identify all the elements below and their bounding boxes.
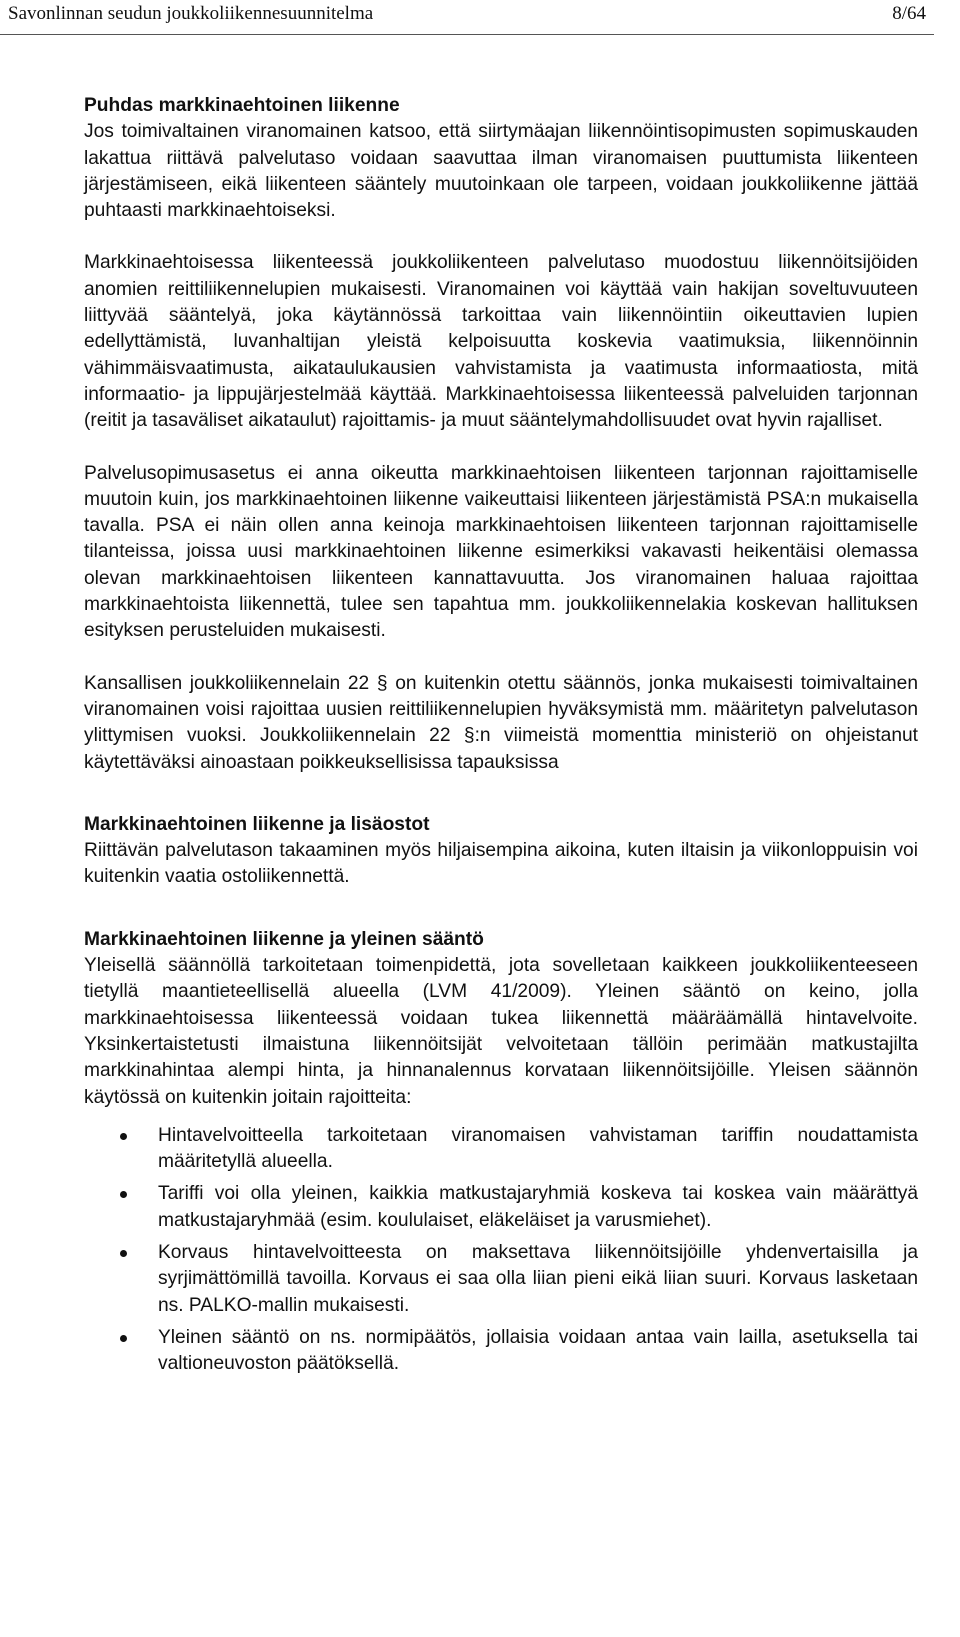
list-item	[84, 1123, 918, 1176]
bullet-icon	[120, 1191, 127, 1198]
section-puhdas-markkinaehtoinen	[84, 93, 918, 776]
section-heading: Puhdas markkinaehtoinen liikenne	[84, 95, 400, 116]
section-heading: Markkinaehtoinen liikenne ja lisäostot	[84, 813, 430, 835]
paragraph: Kansallisen joukkoliikennelain 22 § on kuitenkin otettu säännös, jonka mukaisesti toimivaltainen viranomainen voisi rajoittaa uusien reittiliikennelupien hyväksymistä mm. määritetyn palvelutason ylittymisen vuoksi. Joukkoliikennelain 22 §:n viimeistä momenttia ministeriö on ohjeistanut käytettäväksi ainoastaan poikkeuksellisissa tapauksissa	[84, 672, 918, 773]
paragraph: Yleisellä säännöllä tarkoitetaan toimenpidettä, jota sovelletaan kaikkeen joukkoliikenteeseen tietyllä maantieteellisellä alueella (LVM 41/2009). Yleinen sääntö on keino, jolla markkinaehtoisessa liikenteessä voidaan tukea liikennettä määräämällä hintavelvoite. Yksinkertaistetusti ilmaistuna liikennöitsijät velvoitetaan tällöin perimään matkustajilta markkinahintaa alempi hinta, ja hinnanalennus korvataan liikennöitsijöille. Yleisen säännön käytössä on kuitenkin joitain rajoitteita:	[84, 955, 918, 1108]
bullet-icon	[120, 1335, 127, 1342]
section-heading: Markkinaehtoinen liikenne ja yleinen sääntö	[84, 928, 484, 950]
page-number: 8/64	[892, 3, 926, 24]
section-yleinen-saanto	[84, 927, 918, 1378]
section-lisaostot	[84, 812, 918, 891]
paragraph: Markkinaehtoisessa liikenteessä joukkoliikenteen palvelutaso muodostuu liikennöitsijöiden anomien reittiliikennelupien mukaisesti. Viranomainen voi käyttää vain hakijan soveltuvuuteen liittyvää sääntelyä, joka käytännössä tarkoittaa vain liikennöintiin oikeuttavien lupien edellyttämistä, luvanhaltijan yleistä kelpoisuutta koskevia vaatimuksia, liikennöinnin vähimmäisvaatimusta, aikataulukausien vahvistamista ja vaatimusta informaatiosta, mitä informaatio- ja lippujärjestelmää käyttää. Markkinaehtoisessa liikenteessä palveluiden tarjonnan (reitit ja tasaväliset aikataulut) rajoittamis- ja muut sääntelymahdollisuudet ovat hyvin rajalliset.	[84, 252, 918, 432]
paragraph: Palvelusopimusasetus ei anna oikeutta markkinaehtoisen liikenteen tarjonnan rajoittamiselle muutoin kuin, jos markkinaehtoinen liikenne vaikeuttaisi liikenteen järjestämistä PSA:n mukaisella tavalla. PSA ei näin ollen anna keinoja markkinaehtoisen liikenteen tarjonnan rajoittamiselle tilanteissa, joissa uusi markkinaehtoinen liikenne esimerkiksi vakavasti heikentäisi olemassa olevan markkinaehtoisen liikenteen kannattavuutta. Jos viranomainen haluaa rajoittaa markkinaehtoista liikennettä, tulee sen tapahtua mm. joukkoliikennelakia koskevan hallituksen esityksen perusteluiden mukaisesti.	[84, 462, 918, 642]
list-item-text: Yleinen sääntö on ns. normipäätös, jollaisia voidaan antaa vain lailla, asetuksella tai valtioneuvoston päätöksellä.	[158, 1326, 918, 1375]
bullet-icon	[120, 1133, 127, 1140]
page-header	[0, 0, 934, 35]
list-item-text: Tariffi voi olla yleinen, kaikkia matkustajaryhmiä koskeva tai koskea vain määrättyä matkustajaryhmää (esim. koululaiset, eläkeläiset ja varusmiehet).	[158, 1183, 918, 1231]
list-item	[84, 1181, 918, 1234]
list-item-text: Korvaus hintavelvoitteesta on maksettava liikennöitsijöille yhdenvertaisilla ja syrjimättömillä tavoilla. Korvaus ei saa olla liian pieni eikä liian suuri. Korvaus lasketaan ns. PALKO-mallin mukaisesti.	[158, 1241, 918, 1316]
list-item	[84, 1325, 918, 1378]
paragraph: Riittävän palvelutason takaaminen myös hiljaisempina aikoina, kuten iltaisin ja viikonloppuisin voi kuitenkin vaatia ostoliikennettä.	[84, 840, 918, 888]
document-body	[84, 93, 918, 1383]
bullet-icon	[120, 1250, 127, 1257]
bullet-list	[84, 1123, 918, 1378]
paragraph: Jos toimivaltainen viranomainen katsoo, että siirtymäajan liikennöintisopimusten sopimuskauden lakattua riittävä palvelutaso voidaan saavuttaa ilman viranomaisen puuttumista liikenteen järjestämiseen, eikä liikenteen sääntely muutoinkaan ole tarpeen, voidaan joukkoliikenne jättää puhtaasti markkinaehtoiseksi.	[84, 121, 918, 222]
document-title: Savonlinnan seudun joukkoliikennesuunnitelma	[8, 3, 374, 24]
list-item-text: Hintavelvoitteella tarkoitetaan viranomaisen vahvistaman tariffin noudattamista määritetyllä alueella.	[158, 1124, 918, 1173]
list-item	[84, 1240, 918, 1319]
